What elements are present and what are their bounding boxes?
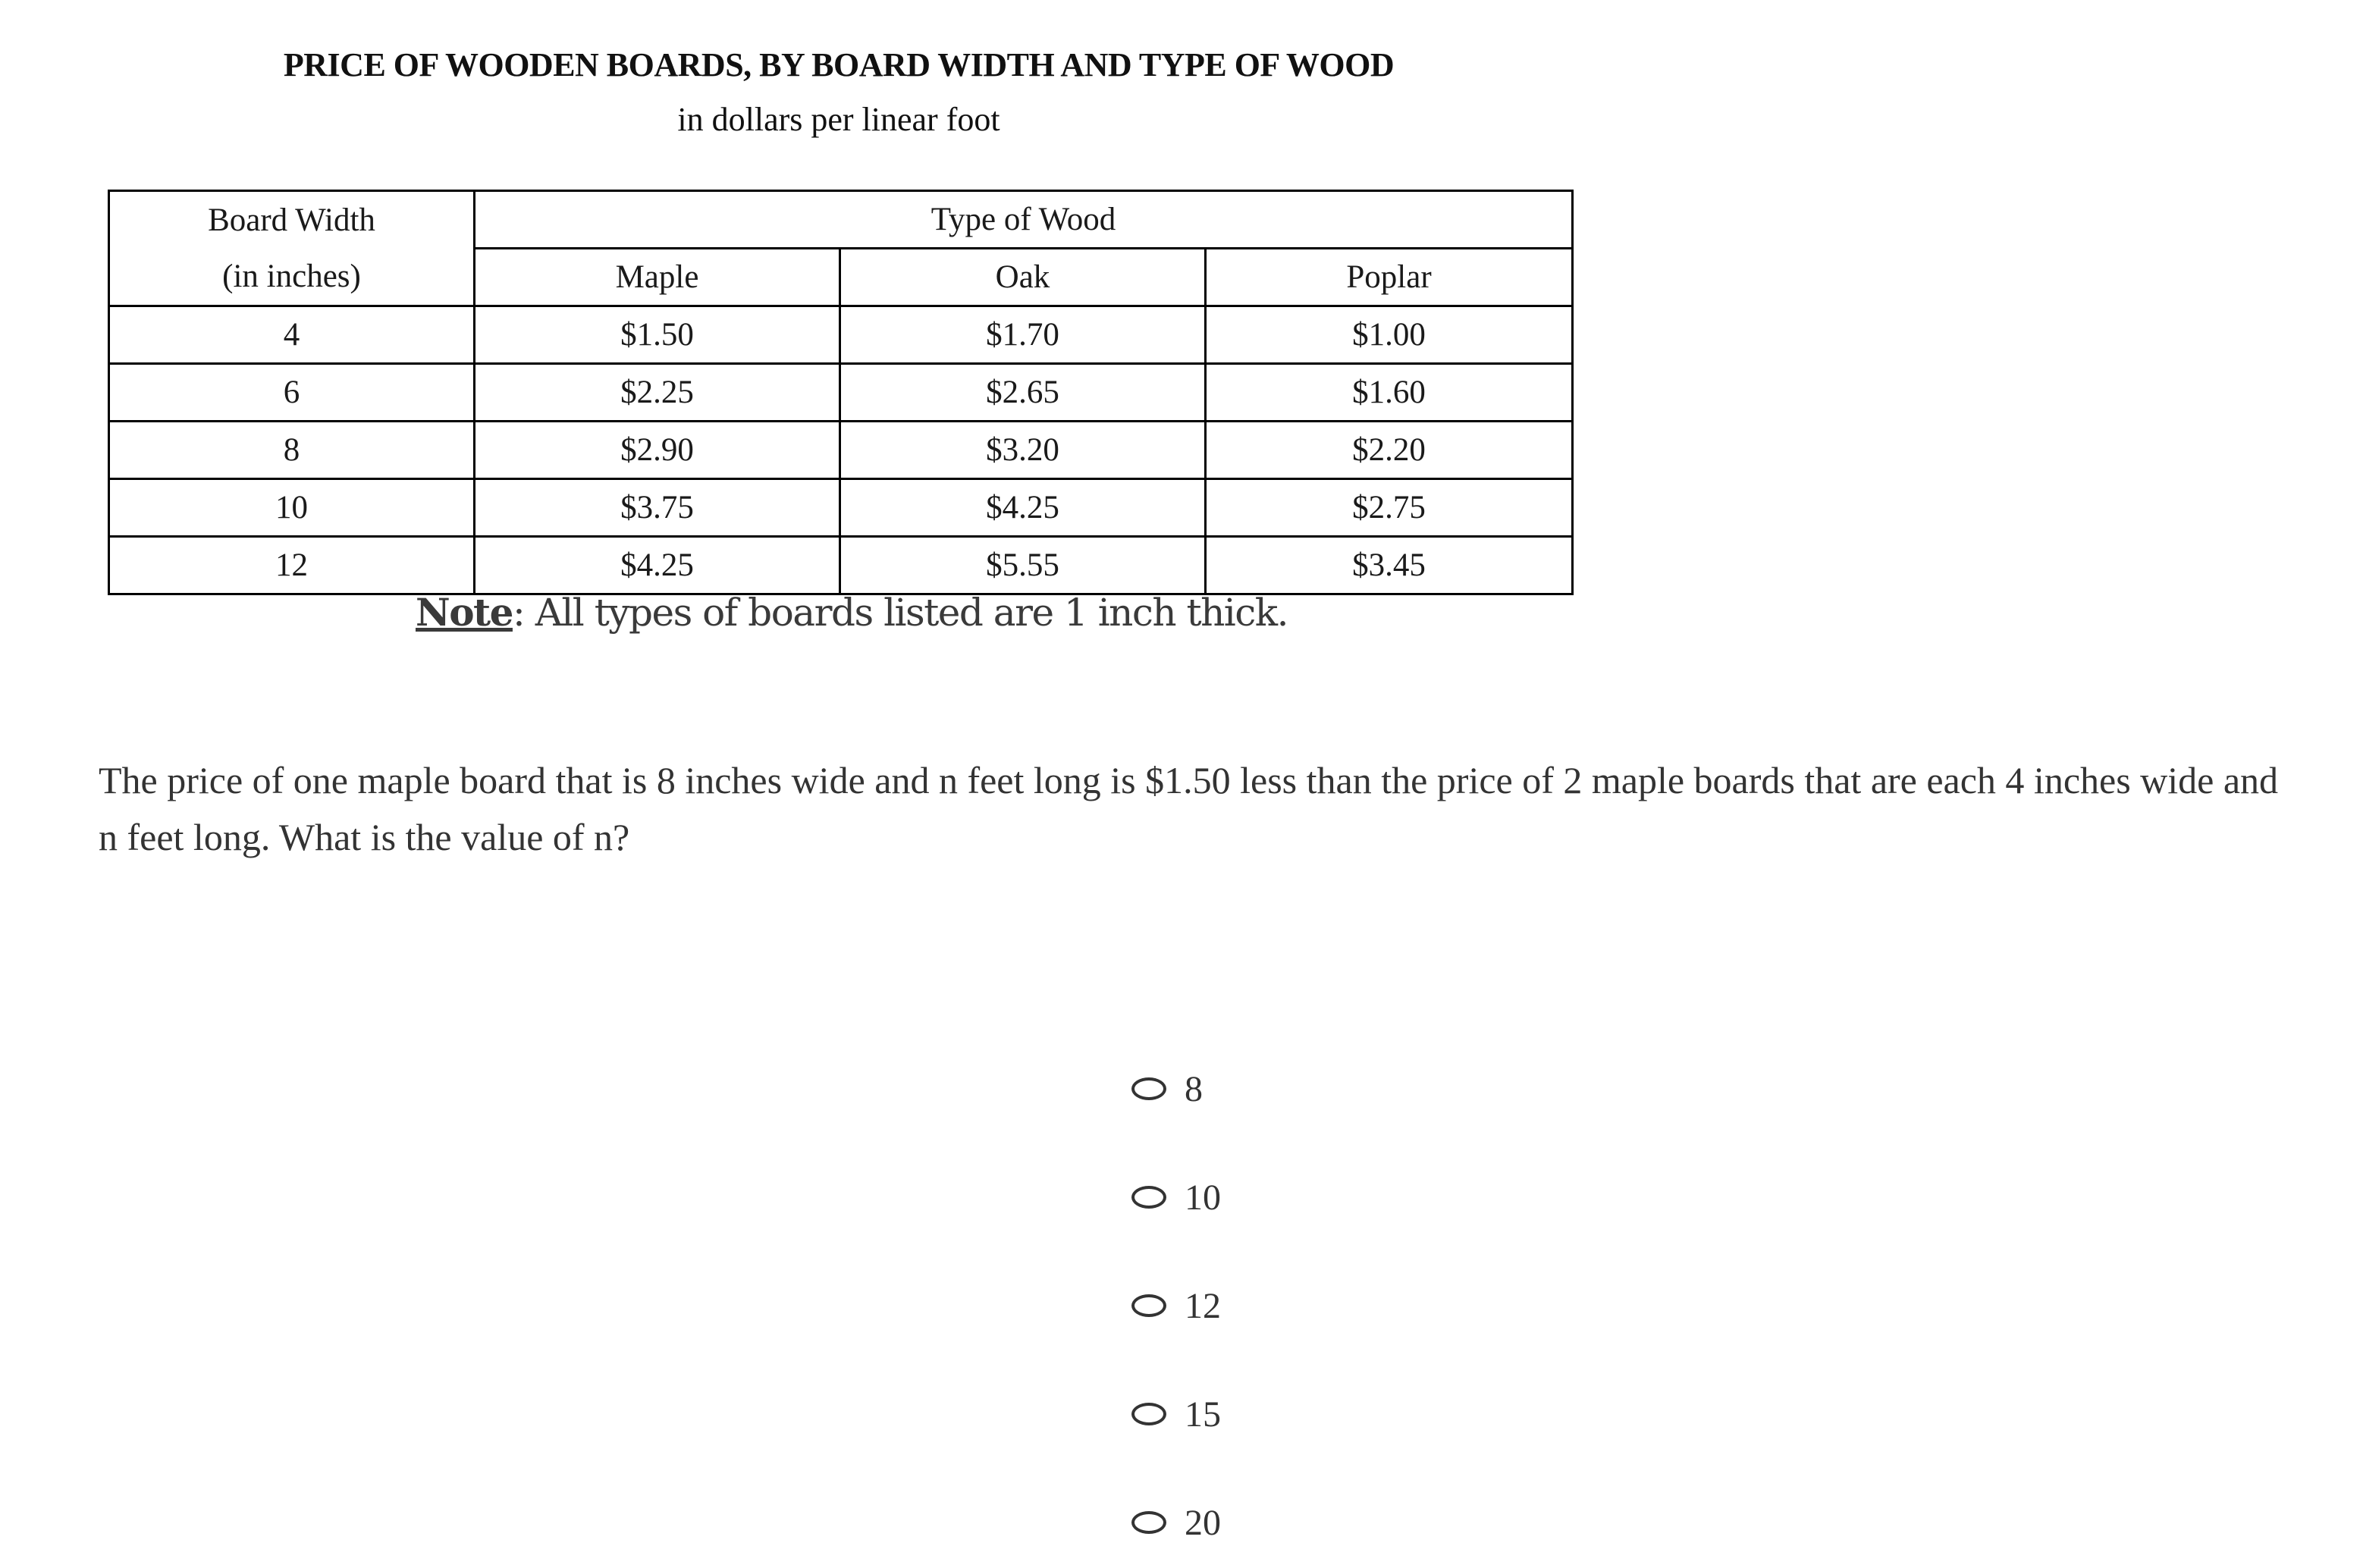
cell-width: 8	[109, 422, 475, 479]
cell-poplar: $1.60	[1206, 364, 1573, 422]
figure-subtitle: in dollars per linear foot	[677, 101, 1000, 138]
figure-title: PRICE OF WOODEN BOARDS, BY BOARD WIDTH AND TYPE OF WOOD	[283, 46, 1395, 83]
type-of-wood-header: Type of Wood	[475, 191, 1573, 249]
choice-label: 15	[1185, 1394, 1221, 1435]
answer-choice-20[interactable]	[1131, 1495, 1221, 1550]
cell-maple: $2.25	[475, 364, 840, 422]
table-row	[109, 537, 1573, 594]
choice-label: 12	[1185, 1285, 1221, 1326]
cell-oak: $4.25	[840, 479, 1206, 537]
cell-maple: $4.25	[475, 537, 840, 594]
cell-maple: $2.90	[475, 422, 840, 479]
table-header-row-2	[109, 249, 1573, 306]
table-note	[416, 590, 1288, 635]
cell-oak: $5.55	[840, 537, 1206, 594]
question-text: The price of one maple board that is 8 inches wide and n feet long is $1.50 less than the price of 2 maple boards that are each 4 inches wide and n feet long. What is the value of n?	[99, 759, 2279, 858]
cell-poplar: $3.45	[1206, 537, 1573, 594]
choice-label: 20	[1185, 1502, 1221, 1543]
radio-button-icon[interactable]	[1131, 1511, 1166, 1534]
column-header-poplar: Poplar	[1206, 249, 1573, 306]
cell-oak: $2.65	[840, 364, 1206, 422]
cell-width: 12	[109, 537, 475, 594]
radio-button-icon[interactable]	[1131, 1186, 1166, 1209]
cell-oak: $1.70	[840, 306, 1206, 364]
choice-label: 8	[1185, 1068, 1203, 1109]
column-header-oak: Oak	[840, 249, 1206, 306]
choice-label: 10	[1185, 1177, 1221, 1218]
column-header-maple: Maple	[475, 249, 840, 306]
note-text: : All types of boards listed are 1 inch thick.	[512, 591, 1288, 635]
price-table	[108, 190, 1574, 595]
table-row	[109, 422, 1573, 479]
cell-maple: $1.50	[475, 306, 840, 364]
table-row	[109, 306, 1573, 364]
answer-choice-15[interactable]	[1131, 1387, 1221, 1441]
cell-poplar: $1.00	[1206, 306, 1573, 364]
table-row	[109, 364, 1573, 422]
table-row	[109, 479, 1573, 537]
answer-choice-8[interactable]	[1131, 1062, 1221, 1116]
answer-choice-12[interactable]	[1131, 1278, 1221, 1333]
radio-button-icon[interactable]	[1131, 1294, 1166, 1317]
cell-width: 10	[109, 479, 475, 537]
cell-oak: $3.20	[840, 422, 1206, 479]
radio-button-icon[interactable]	[1131, 1403, 1166, 1425]
cell-maple: $3.75	[475, 479, 840, 537]
table-header-row-1	[109, 191, 1573, 249]
radio-button-icon[interactable]	[1131, 1077, 1166, 1100]
note-label: Note	[416, 590, 513, 635]
answer-choice-10[interactable]	[1131, 1170, 1221, 1225]
cell-width: 6	[109, 364, 475, 422]
answer-choices	[1131, 1062, 1221, 1550]
board-width-unit: (in inches)	[109, 249, 475, 306]
cell-poplar: $2.20	[1206, 422, 1573, 479]
cell-width: 4	[109, 306, 475, 364]
cell-poplar: $2.75	[1206, 479, 1573, 537]
board-width-header: Board Width	[109, 191, 475, 249]
